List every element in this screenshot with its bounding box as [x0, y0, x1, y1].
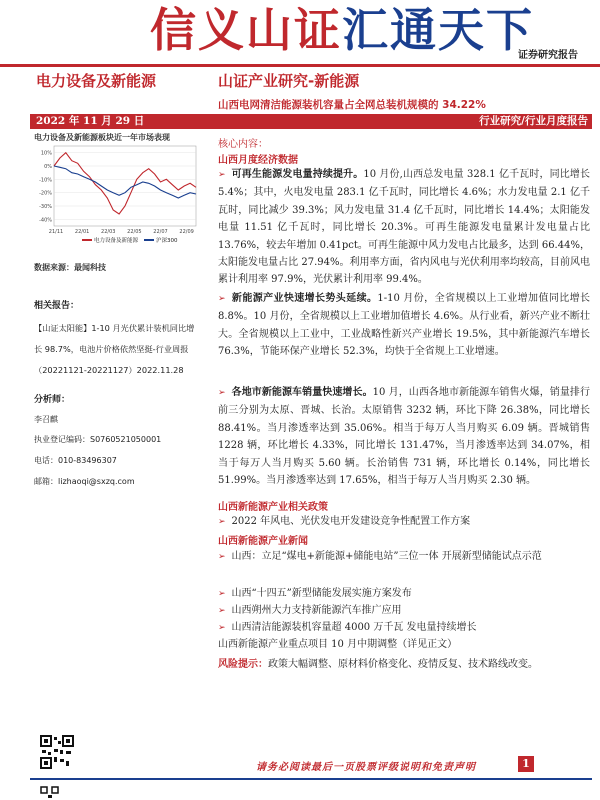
chart-series-line-index [54, 166, 196, 198]
paragraph-renewable-generation [218, 166, 590, 289]
core-content-title: 核心内容： [218, 139, 268, 150]
chart-legend-label: 沪深300 [156, 238, 178, 244]
news-item: ➢ 山西朔州大力支持新能源汽车推广应用 [218, 605, 402, 616]
risk-warning [218, 655, 590, 670]
chart-legend [82, 236, 178, 244]
section-title-policy: 山西新能源产业相关政策 [218, 502, 328, 513]
chart-y-axis [39, 151, 52, 224]
chart-title: 电力设备及新能源板块近一年市场表现 [34, 133, 170, 142]
series-title: 山证产业研究-新能源 [218, 72, 360, 90]
related-report-link[interactable]: 【山证太阳能】1-10 月光伏累计装机同比增长 98.7%，电池片价格依然坚挺-行业周报（20221121-20221127）2022.11.28 [34, 323, 195, 375]
arrow-bullet-icon: ➢ [218, 552, 226, 562]
paragraph-body: 10 月，山西各地市新能源车销售火爆，销量排行前三分别为太原、晋城、长治。太原销售 3232 辆，环比下降 26.38%，同比增长 88.41%。当月渗透率达到 35.06%。相当于每万人当月购买 6.09 辆。晋城销售 1228 辆，环比增长 4.33%，同比增长 131.47%，当月渗透率达到 34.07%，相当于每万人当月购买 5.60 辆。长治销售 731 辆，环比增长 0.14%，同比增长 51.99%。当月渗透率达到 17.65%，相当于每万人当月购买 2.30 辆。 [218, 387, 590, 487]
chart-legend-label: 电力设备及新能源 [94, 238, 139, 244]
chart-x-tick-label: 22/09 [179, 229, 194, 235]
report-category-tag: 证券研究报告 [518, 50, 578, 61]
chart-y-tick-label: -30% [39, 204, 52, 210]
news-item: ➢ 山西“十四五”新型储能发展实施方案发布 [218, 588, 412, 599]
chart-y-tick-label: -20% [39, 190, 52, 197]
chart-grid [54, 146, 196, 226]
arrow-bullet-icon: ➢ [218, 294, 226, 304]
arrow-bullet-icon: ➢ [218, 623, 226, 633]
arrow-bullet-icon: ➢ [218, 388, 226, 398]
risk-label: 风险提示： [218, 659, 268, 670]
chart-y-tick-label: -40% [39, 217, 52, 224]
report-date: 2022 年 11 月 29 日 [36, 115, 145, 127]
arrow-bullet-icon: ➢ [218, 589, 226, 599]
news-extra-item: 山西新能源产业重点项目 10 月中期调整（详见正文） [218, 639, 458, 650]
logo-text-2: 汇通天下 [342, 3, 534, 57]
section-title-news: 山西新能源产业新闻 [218, 536, 308, 547]
chart-frame [54, 146, 196, 226]
qr-code-small-icon [40, 786, 60, 800]
data-source: 数据来源：最闻科技 [34, 263, 106, 272]
footer-rule [30, 778, 592, 780]
report-headline: 山西电网清洁能源装机容量占全网总装机规模的 34.22% [218, 99, 486, 111]
news-item: ➢ 山西清洁能源装机容量超 4000 万千瓦 发电量持续增长 [218, 622, 477, 633]
policy-item: ➢ 2022 年风电、光伏发电开发建设竞争性配置工作方案 [218, 516, 471, 527]
logo-text-1: 信义山证 [150, 3, 342, 57]
analyst-name: 李召麒 [34, 415, 58, 424]
section-title-economy: 山西月度经济数据 [218, 155, 298, 166]
arrow-bullet-icon: ➢ [218, 170, 226, 180]
risk-body: 政策大幅调整、原材料价格变化、疫情反复、技术路线改变。 [268, 659, 538, 670]
paragraph-ev-sales [218, 384, 590, 489]
chart-x-tick-label: 22/01 [74, 229, 90, 235]
paragraph-body: 1-10 月份，全省规模以上工业增加值同比增长 8.8%。10 月份，全省规模以上工业增加值增长 4.6%。从行业看，新兴产业不断壮大。全省规模以上工业中，工业战略性新兴产业增长 19.5%，其中新能源汽车增长 76.3%，节能环保产业增长 52.3%，均快于全省规上工业增速。 [218, 293, 590, 358]
news-item: ➢ 山西：立足“煤电+新能源+储能电站”三位一体 开展新型储能试点示范 [218, 551, 542, 562]
qr-code-icon [40, 735, 74, 769]
chart-x-tick-label: 21/11 [48, 229, 64, 235]
arrow-bullet-icon: ➢ [218, 517, 226, 527]
paragraph-lead: 新能源产业快速增长势头延续。 [231, 293, 378, 304]
analyst-phone: 电话：010-83496307 [34, 456, 117, 465]
paragraph-industry-growth [218, 290, 590, 361]
brand-logo [150, 0, 534, 60]
related-reports-title: 相关报告： [34, 301, 80, 311]
paragraph-lead: 各地市新能源车销量快速增长。 [231, 387, 373, 398]
industry-title: 电力设备及新能源 [36, 72, 157, 90]
chart-series [54, 153, 196, 214]
arrow-bullet-icon: ➢ [218, 606, 226, 616]
market-performance-chart [34, 142, 200, 248]
chart-x-tick-label: 22/05 [127, 229, 142, 235]
chart-x-tick-label: 22/07 [153, 229, 168, 235]
analyst-title: 分析师： [34, 395, 71, 405]
chart-x-axis [49, 229, 194, 235]
disclaimer-text: 请务必阅读最后一页股票评级说明和免责声明 [256, 762, 476, 773]
page-number: 1 [518, 756, 534, 772]
paragraph-body: 10 月份,山西总发电量 328.1 亿千瓦时，同比增长 5.4%；其中，火电发电量 283.1 亿千瓦时，同比增长 4.6%；水力发电量 2.1 亿千瓦时，同比减少 39.3%；风力发电量 31.4 亿千瓦时，同比增长 14.4%；太阳能发电量 11.51 亿千瓦时，同比增长 20.3%。可再生能源发电量累计发电量占比 13.76%，较去年增加 0.41pct。可再生能源中风力发电占比最多，达到 66.44%，太阳能发电量占比 27.94%。利用率方面，省内风电与光伏利用率均较高，目前风电累计利用率 97.9%，光伏累计利用率 99.4%。 [218, 169, 591, 286]
chart-y-tick-label: -10% [39, 177, 52, 184]
chart-y-tick-label: 0% [44, 164, 52, 170]
paragraph-lead: 可再生能源发电量持续提升。 [231, 169, 364, 180]
chart-series-line-sector [54, 153, 196, 214]
analyst-email[interactable]: 邮箱：lizhaoqi@sxzq.com [34, 477, 135, 486]
chart-y-tick-label: 10% [40, 150, 52, 157]
report-type: 行业研究/行业月度报告 [479, 115, 588, 127]
chart-x-tick-label: 22/03 [101, 229, 116, 235]
analyst-license: 执业登记编码：S0760521050001 [34, 435, 162, 444]
